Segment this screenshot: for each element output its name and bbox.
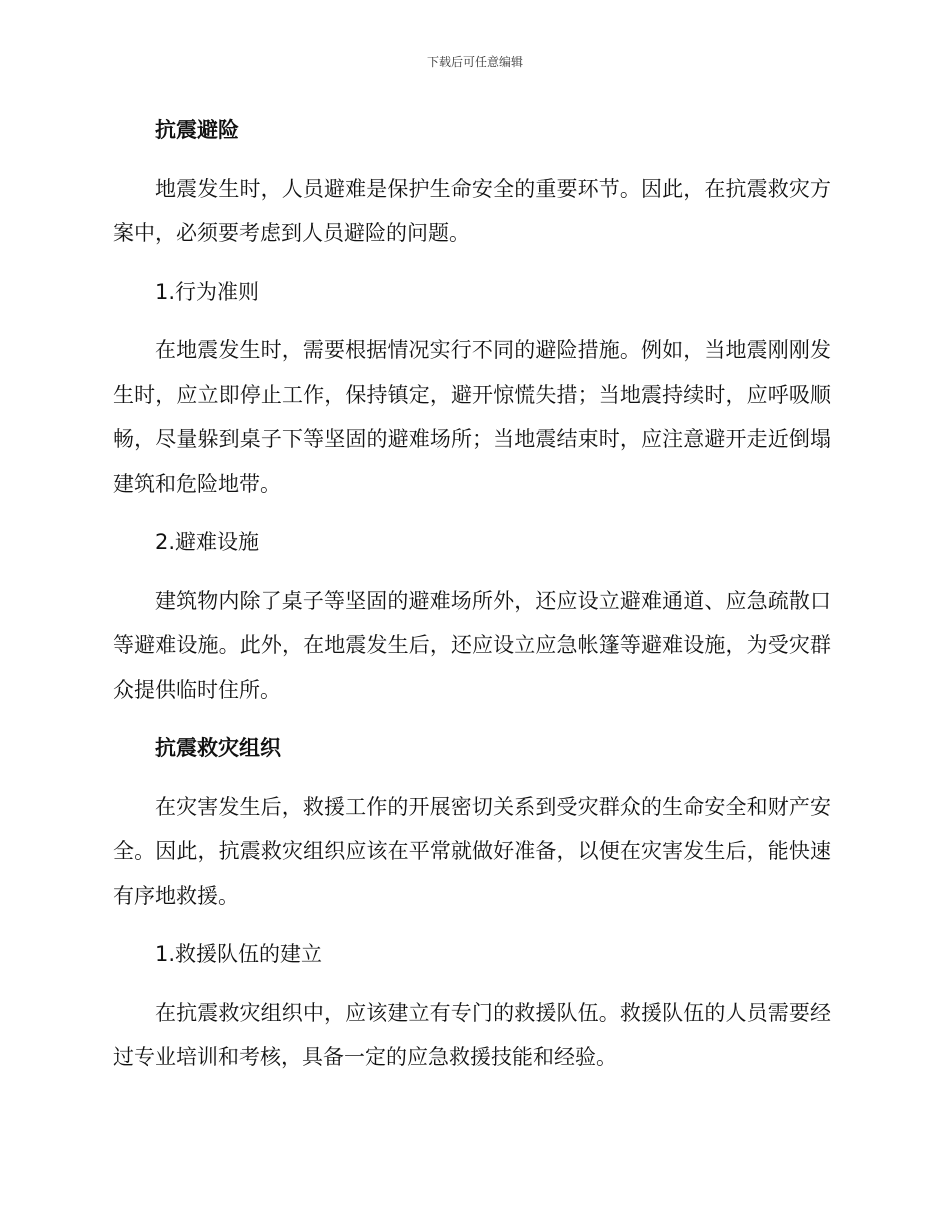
section-heading-relief-organization: 抗震救灾组织 — [155, 736, 281, 760]
paragraph: 在灾害发生后，救援工作的开展密切关系到受灾群众的生命安全和财产安全。因此，抗震救灾组织应该在平常就做好准备，以便在灾害发生后，能快速有序地救援。 — [113, 794, 831, 908]
paragraph: 地震发生时，人员避难是保护生命安全的重要环节。因此，在抗震救灾方案中，必须要考虑到人员避险的问题。 — [113, 176, 831, 245]
paragraph: 在地震发生时，需要根据情况实行不同的避险措施。例如，当地震刚刚发生时，应立即停止工作，保持镇定，避开惊慌失措；当地震持续时，应呼吸顺畅，尽量躲到桌子下等坚固的避难场所；当地震结束时，应注意避开走近倒塌建筑和危险地带。 — [113, 338, 831, 496]
subheading-code-of-conduct: 1.行为准则 — [155, 279, 260, 304]
paragraph: 在抗震救灾组织中，应该建立有专门的救援队伍。救援队伍的人员需要经过专业培训和考核，具备一定的应急救援技能和经验。 — [113, 1000, 831, 1069]
header-note: 下载后可任意编辑 — [426, 55, 523, 69]
section-heading-earthquake-avoidance: 抗震避险 — [155, 118, 239, 142]
subheading-shelter-facilities: 2.避难设施 — [155, 530, 260, 554]
subheading-rescue-team: 1.救援队伍的建立 — [155, 942, 323, 966]
paragraph: 建筑物内除了桌子等坚固的避难场所外，还应设立避难通道、应急疏散口等避难设施。此外，在地震发生后，还应设立应急帐篷等避难设施，为受灾群众提供临时住所。 — [113, 588, 831, 702]
document-body — [113, 108, 831, 1094]
